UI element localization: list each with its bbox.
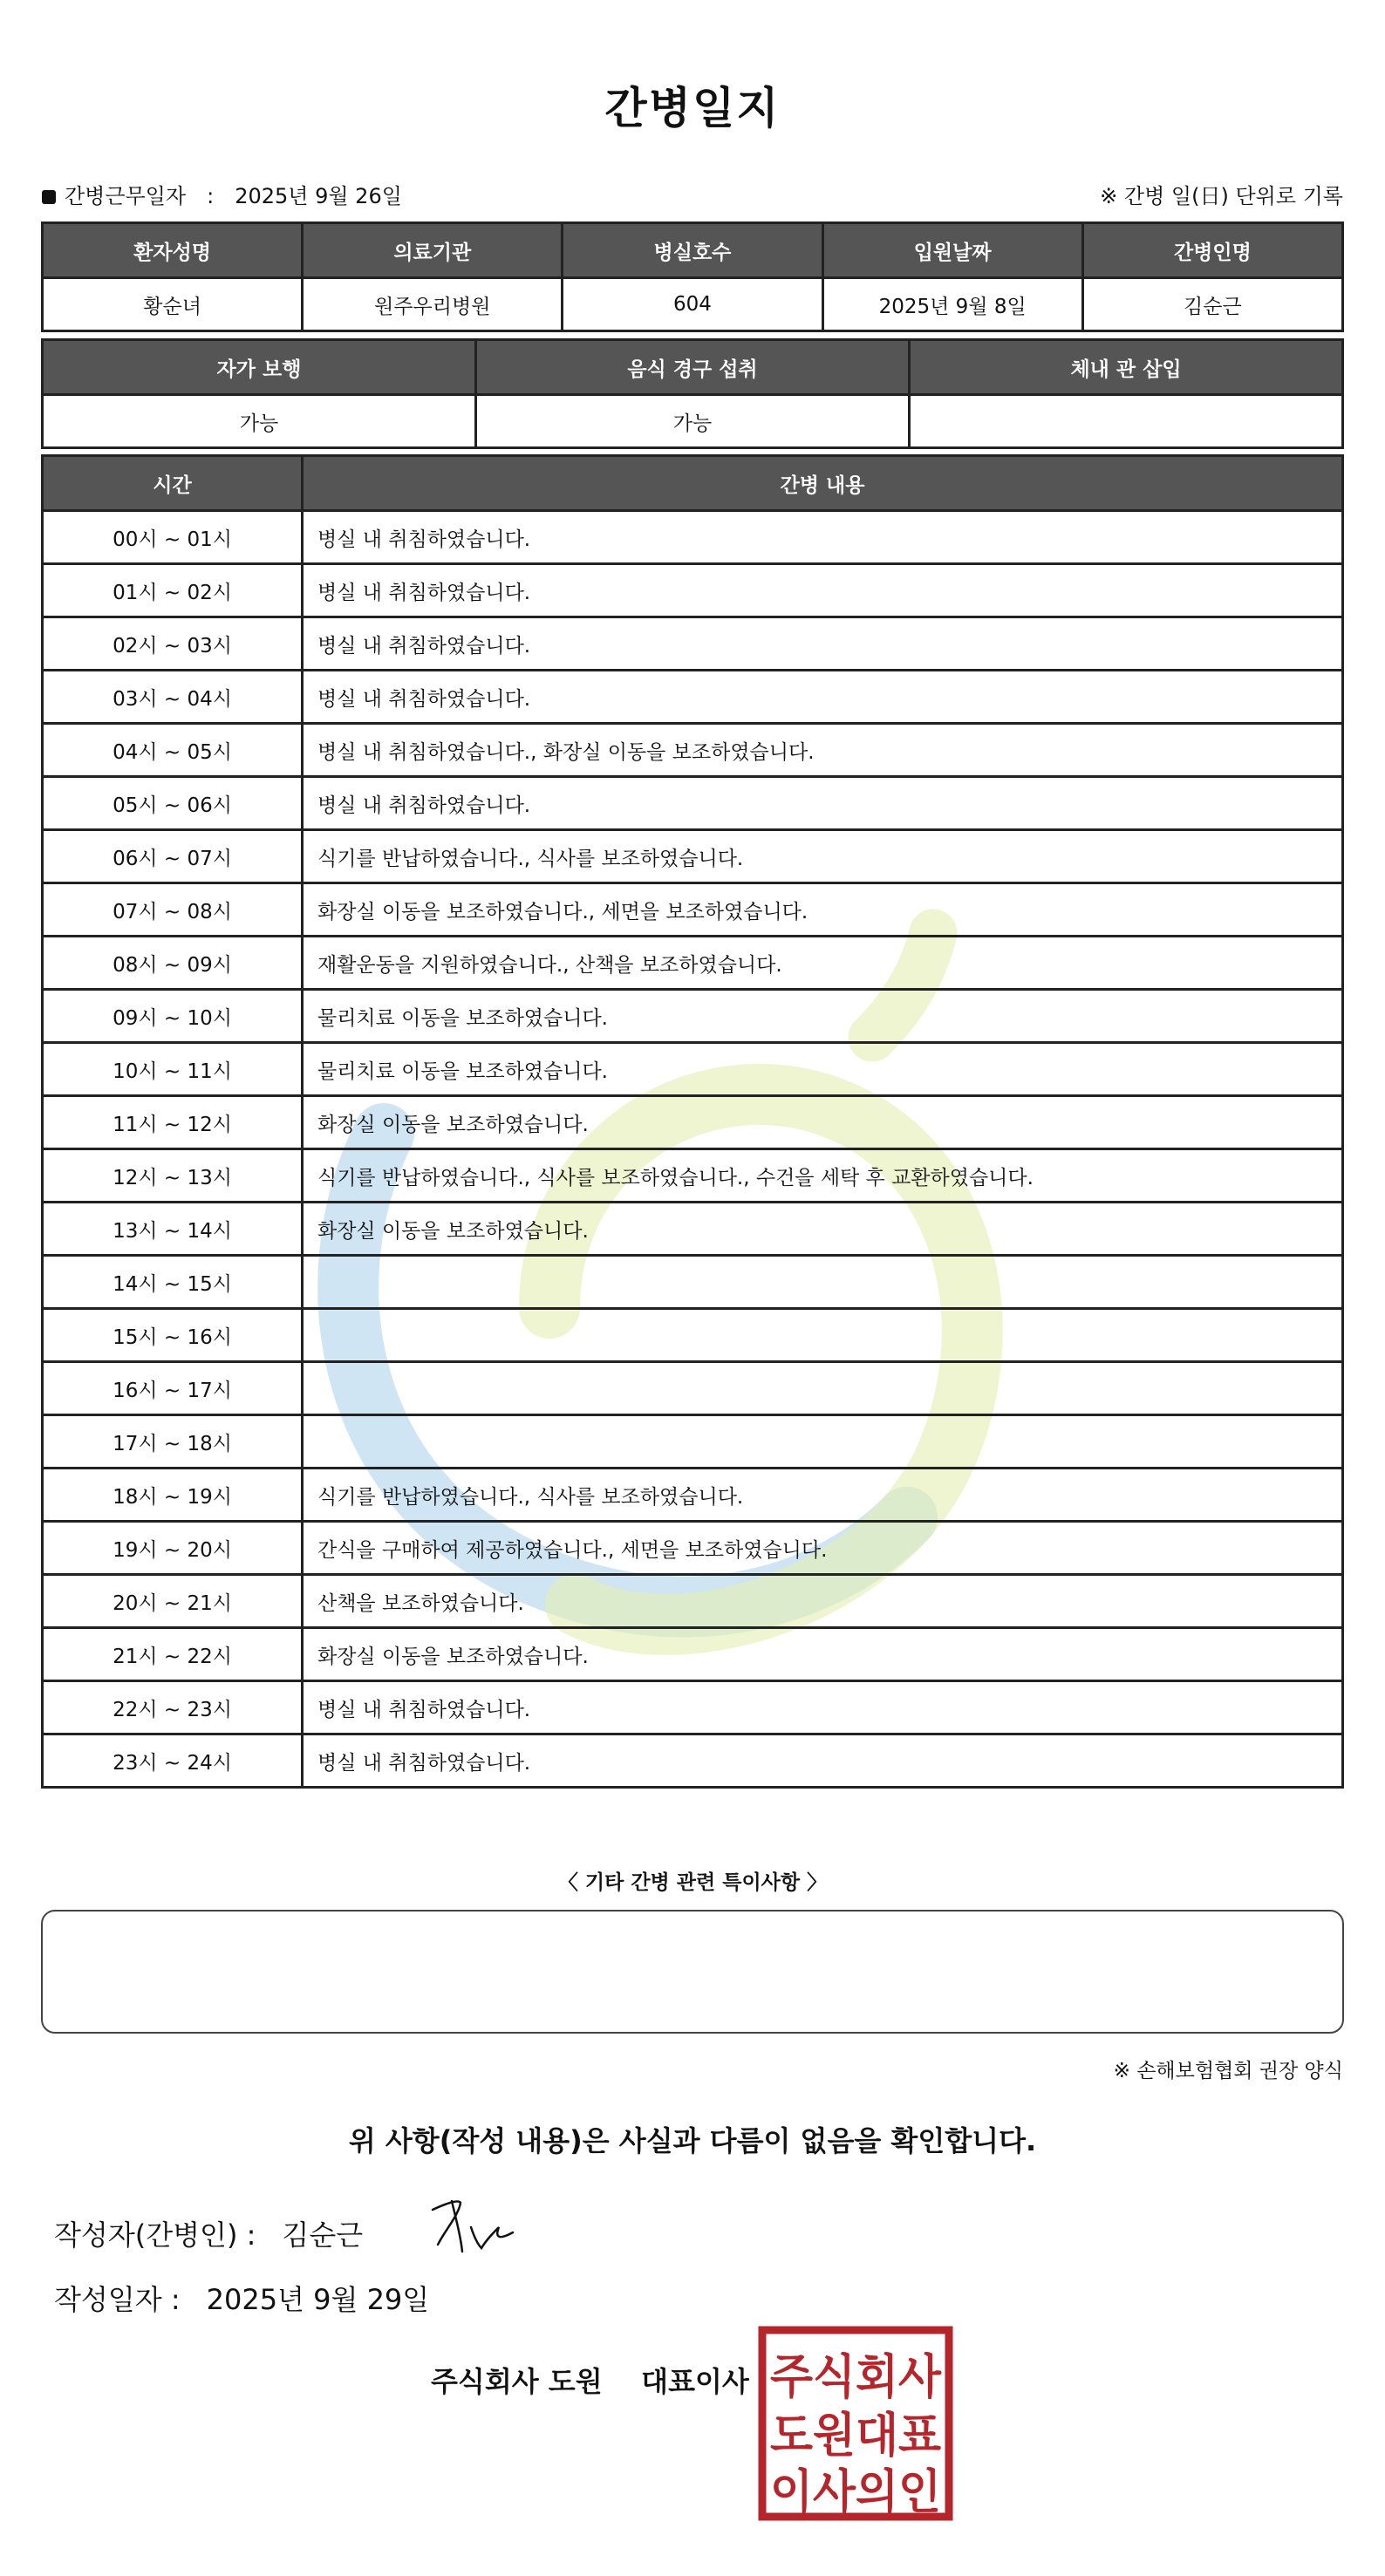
time-slot: 15시 ~ 16시 <box>43 1309 303 1362</box>
header-hospital: 의료기관 <box>303 223 563 278</box>
company-seal-stamp <box>757 2325 954 2522</box>
time-slot: 22시 ~ 23시 <box>43 1681 303 1734</box>
page-title: 간병일지 <box>604 83 781 133</box>
tube-insertion-value <box>910 395 1343 448</box>
header-oral-intake: 음식 경구 섭취 <box>476 340 910 395</box>
table-row <box>43 1203 1343 1256</box>
care-content: 병실 내 취침하였습니다. <box>303 777 1343 830</box>
table-row <box>43 1415 1343 1469</box>
special-notes-box <box>41 1910 1344 2034</box>
seal-text-line: 이사의인 <box>770 2464 941 2519</box>
time-slot: 19시 ~ 20시 <box>43 1522 303 1575</box>
care-content: 식기를 반납하였습니다., 식사를 보조하였습니다. <box>303 830 1343 883</box>
time-slot: 13시 ~ 14시 <box>43 1203 303 1256</box>
time-slot: 12시 ~ 13시 <box>43 1149 303 1203</box>
write-date-value: 2025년 9월 29일 <box>206 2283 430 2316</box>
status-value-row <box>43 395 1343 448</box>
time-slot: 18시 ~ 19시 <box>43 1469 303 1522</box>
work-date-label: 간병근무일자 <box>65 184 187 208</box>
log-header-row <box>43 456 1343 511</box>
care-log-table <box>41 454 1344 1789</box>
care-content: 산책을 보조하였습니다. <box>303 1575 1343 1628</box>
table-row <box>43 937 1343 990</box>
work-date-line <box>42 179 402 209</box>
header-care-content: 간병 내용 <box>303 456 1343 511</box>
care-content: 식기를 반납하였습니다., 식사를 보조하였습니다. <box>303 1469 1343 1522</box>
time-slot: 10시 ~ 11시 <box>43 1043 303 1096</box>
table-row <box>43 617 1343 671</box>
write-date-label: 작성일자 : <box>54 2283 181 2316</box>
care-content <box>303 1415 1343 1469</box>
table-row <box>43 1469 1343 1522</box>
hospital-name: 원주우리병원 <box>303 278 563 331</box>
table-row <box>43 777 1343 830</box>
care-content: 병실 내 취침하였습니다. <box>303 511 1343 564</box>
care-content <box>303 1309 1343 1362</box>
writer-line <box>54 2213 363 2253</box>
table-row <box>43 1309 1343 1362</box>
care-content: 재활운동을 지원하였습니다., 산책을 보조하였습니다. <box>303 937 1343 990</box>
header-tube-insertion: 체내 관 삽입 <box>910 340 1343 395</box>
table-row <box>43 1522 1343 1575</box>
writer-name: 김순근 <box>282 2218 364 2252</box>
time-slot: 14시 ~ 15시 <box>43 1256 303 1309</box>
table-row <box>43 1149 1343 1203</box>
table-row <box>43 1256 1343 1309</box>
care-content <box>303 1256 1343 1309</box>
header-room-number: 병실호수 <box>563 223 822 278</box>
care-content: 화장실 이동을 보조하였습니다. <box>303 1203 1343 1256</box>
patient-header-row <box>43 223 1343 278</box>
time-slot: 23시 ~ 24시 <box>43 1734 303 1788</box>
table-row <box>43 990 1343 1043</box>
confirmation-statement: 위 사항(작성 내용)은 사실과 다름이 없음을 확인합니다. <box>348 2124 1037 2157</box>
care-content: 병실 내 취침하였습니다. <box>303 671 1343 724</box>
writer-label: 작성자(간병인) : <box>54 2218 256 2252</box>
self-walking-value: 가능 <box>43 395 476 448</box>
time-slot: 08시 ~ 09시 <box>43 937 303 990</box>
seal-text-line: 주식회사 <box>770 2349 942 2404</box>
time-slot: 02시 ~ 03시 <box>43 617 303 671</box>
table-row <box>43 1575 1343 1628</box>
table-row <box>43 1362 1343 1415</box>
header-admission-date: 입원날짜 <box>822 223 1082 278</box>
table-row <box>43 1043 1343 1096</box>
header-time: 시간 <box>43 456 303 511</box>
table-row <box>43 1734 1343 1788</box>
table-row <box>43 830 1343 883</box>
table-row <box>43 511 1343 564</box>
patient-info-table <box>41 221 1344 332</box>
care-content: 병실 내 취침하였습니다. <box>303 564 1343 617</box>
write-date-line <box>54 2278 429 2318</box>
handwritten-signature <box>426 2191 522 2260</box>
care-content: 화장실 이동을 보조하였습니다. <box>303 1096 1343 1149</box>
time-slot: 01시 ~ 02시 <box>43 564 303 617</box>
care-content: 간식을 구매하여 제공하였습니다., 세면을 보조하였습니다. <box>303 1522 1343 1575</box>
time-slot: 00시 ~ 01시 <box>43 511 303 564</box>
care-content: 식기를 반납하였습니다., 식사를 보조하였습니다., 수건을 세탁 후 교환하였습니다. <box>303 1149 1343 1203</box>
seal-text-line: 도원대표 <box>770 2408 941 2463</box>
care-content: 화장실 이동을 보조하였습니다., 세면을 보조하였습니다. <box>303 883 1343 937</box>
header-patient-name: 환자성명 <box>43 223 303 278</box>
care-content <box>303 1362 1343 1415</box>
record-unit-note: ※ 간병 일(日) 단위로 기록 <box>1100 184 1343 208</box>
patient-status-table <box>41 338 1344 449</box>
patient-value-row <box>43 278 1343 331</box>
room-number: 604 <box>563 278 822 331</box>
time-slot: 09시 ~ 10시 <box>43 990 303 1043</box>
admission-date: 2025년 9월 8일 <box>822 278 1082 331</box>
time-slot: 20시 ~ 21시 <box>43 1575 303 1628</box>
care-content: 물리치료 이동을 보조하였습니다. <box>303 990 1343 1043</box>
table-row <box>43 1628 1343 1681</box>
table-row <box>43 564 1343 617</box>
care-content: 병실 내 취침하였습니다. <box>303 617 1343 671</box>
time-slot: 04시 ~ 05시 <box>43 724 303 777</box>
table-row <box>43 671 1343 724</box>
table-row <box>43 724 1343 777</box>
time-slot: 11시 ~ 12시 <box>43 1096 303 1149</box>
special-notes-title: 〈 기타 간병 관련 특이사항 〉 <box>557 1871 828 1894</box>
caregiver-name: 김순근 <box>1082 278 1342 331</box>
table-row <box>43 883 1343 937</box>
bullet-square-icon <box>42 190 56 204</box>
oral-intake-value: 가능 <box>476 395 910 448</box>
company-representative: 주식회사 도원 대표이사 <box>431 2365 749 2398</box>
patient-name: 황순녀 <box>43 278 303 331</box>
association-form-note: ※ 손해보험협회 권장 양식 <box>1113 2060 1343 2082</box>
time-slot: 06시 ~ 07시 <box>43 830 303 883</box>
time-slot: 17시 ~ 18시 <box>43 1415 303 1469</box>
care-content: 화장실 이동을 보조하였습니다. <box>303 1628 1343 1681</box>
care-content: 병실 내 취침하였습니다. <box>303 1681 1343 1734</box>
time-slot: 21시 ~ 22시 <box>43 1628 303 1681</box>
status-header-row <box>43 340 1343 395</box>
header-self-walking: 자가 보행 <box>43 340 476 395</box>
work-date-colon: : <box>207 184 215 208</box>
care-content: 병실 내 취침하였습니다., 화장실 이동을 보조하였습니다. <box>303 724 1343 777</box>
time-slot: 16시 ~ 17시 <box>43 1362 303 1415</box>
care-content: 물리치료 이동을 보조하였습니다. <box>303 1043 1343 1096</box>
header-caregiver-name: 간병인명 <box>1082 223 1342 278</box>
time-slot: 07시 ~ 08시 <box>43 883 303 937</box>
work-date-value: 2025년 9월 26일 <box>235 184 402 208</box>
care-content: 병실 내 취침하였습니다. <box>303 1734 1343 1788</box>
table-row <box>43 1096 1343 1149</box>
table-row <box>43 1681 1343 1734</box>
time-slot: 03시 ~ 04시 <box>43 671 303 724</box>
time-slot: 05시 ~ 06시 <box>43 777 303 830</box>
